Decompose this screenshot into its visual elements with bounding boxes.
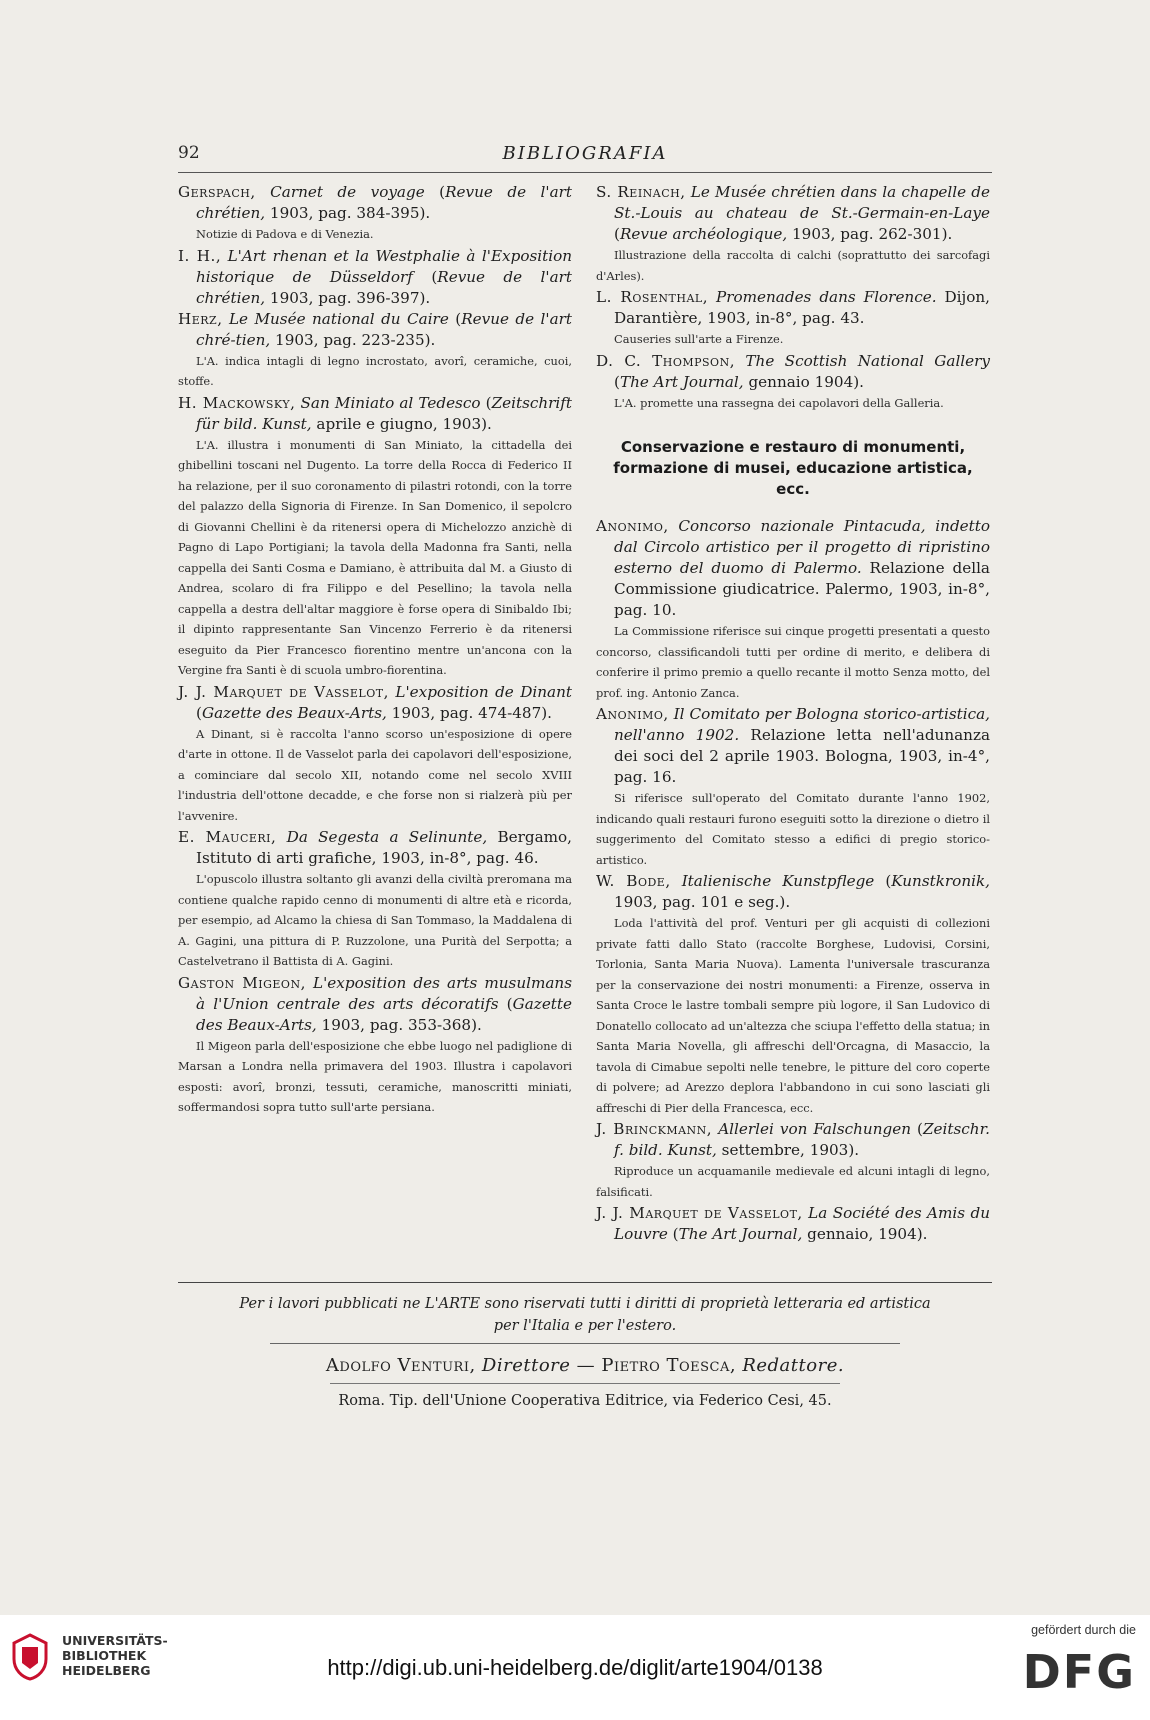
entry-tail: Dijon, Darantière, 1903, in-8°, pag. 43.	[614, 288, 990, 327]
right-column-bottom	[596, 516, 990, 1245]
dfg-logo[interactable]: DFG	[1022, 1645, 1136, 1699]
permalink-url[interactable]: http://digi.ub.uni-heidelberg.de/diglit/arte1904/0138	[327, 1655, 823, 1680]
entry-tail: (	[424, 183, 446, 201]
entry-author: E. Mauceri,	[178, 828, 277, 846]
entry-tail: Bergamo, Istituto di arti grafiche, 1903, in-8°, pag. 46.	[196, 828, 573, 867]
bibliography-entry	[178, 246, 572, 309]
section-heading: Conservazione e restauro di monumenti, formazione di musei, educazione artistica, ecc.	[613, 438, 973, 498]
entry-note: Causeries sull'arte a Firenze.	[614, 332, 784, 346]
bibliography-entry	[596, 704, 990, 870]
bibliography-entry	[596, 182, 990, 286]
entry-tail: (	[667, 1225, 679, 1243]
entry-note: L'A. illustra i monumenti di San Miniato, la cittadella dei ghibellini toscani nel Dugento. La torre della Rocca di Federico II ha relazione, per il suo coronamento di pilastri rotondi, con la torre del palazzo della Signoria di Firenze. In San Domenico, il sepolcro di Giovanni Chellini è da ritenersi opera di Michelozzo anzichè di Pagno di Lapo Portigiani; la tavola della Madonna fra Santi, nella cappella dei Santi Cosma e Damiano, è attribuita dal M. a Giusto di Andrea, scolaro di fra Filippo e del Pesellino; la tavola nella cappella a destra dell'altar maggiore è forse opera di Sinibaldo Ibi; il dipinto rappresentante San Vincenzo Ferrerio è da ritenersi eseguito da Pier Francesco fiorentino mentre un'ancona con la Vergine fra Santi è di scuola umbro-fiorentina.	[178, 437, 572, 677]
entry-note: Notizie di Padova e di Venezia.	[196, 227, 374, 241]
entry-tail2: gennaio, 1904).	[802, 1225, 928, 1243]
entry-sep	[708, 288, 716, 306]
reference-citation	[178, 393, 572, 435]
header-rule	[178, 172, 992, 173]
entry-tail2: 1903, pag. 353-368).	[316, 1015, 482, 1034]
entry-tail2: 1903, pag. 262-301).	[787, 225, 953, 243]
bibliography-entry	[178, 682, 572, 827]
reference-citation	[178, 827, 572, 869]
entry-tail: (	[498, 994, 513, 1013]
editor1-role: Direttore	[481, 1355, 571, 1376]
entry-title: Allerlei von Falschungen	[718, 1120, 911, 1138]
bibliography-entry	[178, 827, 572, 972]
entry-author: D. C. Thompson,	[596, 351, 736, 370]
library-line: HEIDELBERG	[62, 1663, 151, 1678]
entry-tail2: settembre, 1903).	[716, 1141, 860, 1159]
reference-citation	[178, 309, 572, 351]
entry-tail: (	[614, 225, 620, 243]
entry-title: L'exposition des arts musulmans à l'Union centrale des arts décoratifs	[196, 973, 573, 1013]
reference-citation	[596, 287, 990, 329]
entry-journal: Zeitschrift für bild. Kunst,	[196, 393, 572, 433]
entry-tail2: 1903, pag. 396-397).	[265, 288, 431, 307]
entry-tail: (	[448, 309, 462, 328]
entry-journal: Kunstkronik,	[891, 872, 990, 890]
viewer-bottom-bar	[0, 1615, 1150, 1720]
bibliography-entry	[178, 309, 572, 392]
entry-tail2: 1903, pag. 474-487).	[386, 703, 552, 722]
entry-journal: Revue archéologique,	[619, 225, 788, 243]
entry-tail: Relazione della Commissione giudicatrice. Palermo, 1903, in-8°, pag. 10.	[614, 559, 990, 619]
bibliography-entry	[178, 182, 572, 245]
entry-title: L'Art rhenan et la Westphalie à l'Exposition historique de Düsseldorf	[196, 246, 572, 286]
entry-sep	[306, 974, 313, 992]
entry-journal: Zeitschr. f. bild. Kunst,	[614, 1120, 990, 1159]
entry-journal: Revue de l'art chrétien,	[196, 183, 572, 222]
editor2-name: Pietro Toesca,	[601, 1355, 737, 1376]
entry-author: J. Brinckmann,	[596, 1120, 713, 1138]
entry-tail2: gennaio 1904).	[743, 372, 865, 391]
editor2-role: Redattore.	[742, 1355, 845, 1376]
library-line: UNIVERSITÄTS-	[62, 1633, 168, 1648]
bibliography-entry	[596, 1119, 990, 1202]
entry-tail: (	[412, 267, 438, 286]
entry-author: Gaston Migeon,	[178, 973, 306, 992]
entry-title: L'exposition de Dinant	[395, 682, 572, 701]
entry-author: I. H.,	[178, 246, 222, 265]
bibliography-entry	[596, 351, 990, 414]
running-title: BIBLIOGRAFIA	[502, 143, 668, 164]
entry-journal: Revue de l'art chré-tien,	[196, 309, 572, 349]
entry-title: Le Musée chrétien dans la chapelle de St.-Louis au chateau de St.-Germain-en-Laye	[614, 183, 991, 222]
entry-author: H. Mackowsky,	[178, 393, 296, 412]
entry-author: Gerspach,	[178, 183, 256, 201]
reference-citation	[596, 1203, 990, 1245]
entry-author: S. Reinach,	[596, 183, 686, 201]
entry-journal: The Art Journal,	[619, 372, 744, 391]
page-number: 92	[178, 143, 200, 163]
entry-title: Concorso nazionale Pintacuda, indetto dal Circolo artistico per il progetto di ripristino esterno del duomo di Palermo.	[614, 517, 990, 577]
editors-dash: —	[576, 1355, 602, 1376]
entry-note: La Commissione riferisce sui cinque progetti presentati a questo concorso, classificandoli tutti per ordine di merito, e delibera di conferire il primo premio a quello recante il motto Senza motto, del prof. ing. Antonio Zanca.	[596, 624, 990, 700]
entry-tail: (	[614, 372, 620, 391]
editors-line	[178, 1355, 992, 1376]
editors-rule-top	[270, 1343, 900, 1344]
entry-author: Anonimo,	[596, 517, 669, 535]
rights-line-1: Per i lavori pubblicati ne L'ARTE sono riservati tutti i diritti di proprietà letteraria ed artistica	[239, 1296, 931, 1312]
reference-citation	[178, 682, 572, 724]
sponsor-caption: gefördert durch die	[1031, 1623, 1136, 1637]
entry-sep	[669, 517, 679, 535]
entry-title: Carnet de voyage	[270, 183, 425, 201]
entry-journal: The Art Journal,	[678, 1225, 803, 1243]
entry-tail: (	[196, 703, 202, 722]
reference-citation	[178, 973, 572, 1036]
reference-citation	[178, 182, 572, 224]
bibliography-entry	[596, 1203, 990, 1245]
entry-author: Anonimo,	[596, 705, 669, 723]
footer-rule	[178, 1282, 992, 1283]
entry-note: Loda l'attività del prof. Venturi per gli acquisti di collezioni private fatti dallo Stato (raccolte Borghese, Ludovisi, Corsini, Torlonia, Santa Maria Nuova). Lamenta l'universale trascuranza per la conservazione dei nostri monumenti: a Firenze, osserva in Santa Croce le lastre tombali sempre più logore, il San Ludovico di Donatello collocato ad un'altezza che sciupa l'effetto della statua; in Santa Maria Novella, gli affreschi dell'Orcagna, di Masaccio, la tavola di Cimabue sepolti nelle tenebre, le pitture del coro coperte di polvere; ad Arezzo deplora l'abbandono in cui sono lasciati gli affreschi di Pier della Francesca, ecc.	[596, 916, 990, 1115]
bibliography-entry	[178, 973, 572, 1118]
entry-note: Si riferisce sull'operato del Comitato durante l'anno 1902, indicando quali restauri furono eseguiti sotto la direzione o dietro il suggerimento del Comitato stesso a edifici di pregio storico-artistico.	[596, 791, 990, 867]
entry-tail: (	[874, 872, 892, 890]
entry-sep	[671, 872, 682, 890]
entry-title: Le Musée national du Caire	[228, 309, 449, 328]
entry-note: L'opuscolo illustra soltanto gli avanzi della civiltà preromana ma contiene qualche rapido cenno di monumenti di altre età e ricorda, per esempio, ad Alcamo la chiesa di San Tommaso, la Maddalena di A. Gagini, una pittura di P. Ruzzolone, una Purità del Serpotta; a Castelvetrano il Battista di A. Gagini.	[178, 872, 572, 968]
entry-title: The Scottish National Gallery	[745, 351, 990, 370]
entry-author: J. J. Marquet de Vasselot,	[178, 682, 389, 701]
entry-tail: (	[911, 1120, 923, 1138]
reference-citation	[596, 1119, 990, 1161]
entry-title: La Société des Amis du Louvre	[614, 1204, 990, 1243]
entry-tail2: aprile e giugno, 1903).	[311, 414, 492, 433]
entry-note: A Dinant, si è raccolta l'anno scorso un'esposizione di opere d'arte in ottone. Il de Vasselot parla dei capolavori dell'esposizione, a cominciare dal secolo XII, notando come nel secolo XVIII l'industria dell'ottone decadde, e che forse non si rialzerà più per l'avvenire.	[178, 726, 572, 823]
bibliography-entry	[596, 287, 990, 350]
entry-tail: Relazione letta nell'adunanza dei soci del 2 aprile 1903. Bologna, 1903, in-4°, pag. 16.	[614, 726, 990, 786]
reference-citation	[596, 704, 990, 788]
entry-note: L'A. promette una rassegna dei capolavori della Galleria.	[614, 395, 944, 410]
entry-author: L. Rosenthal,	[596, 288, 709, 306]
editors-rule-bottom	[330, 1383, 840, 1384]
entry-tail: (	[480, 393, 492, 412]
rights-line-2: per l'Italia e per l'estero.	[493, 1318, 677, 1334]
bibliography-entry	[596, 871, 990, 1118]
entry-sep	[276, 828, 286, 846]
bibliography-entry	[596, 516, 990, 703]
printer-line: Roma. Tip. dell'Unione Cooperativa Editrice, via Federico Cesi, 45.	[338, 1393, 832, 1409]
right-column	[596, 182, 990, 1245]
reference-citation	[596, 516, 990, 621]
entry-tail2: 1903, pag. 101 e seg.).	[614, 893, 791, 911]
entry-journal: Gazette des Beaux-Arts,	[196, 994, 572, 1034]
reference-citation	[596, 871, 990, 913]
right-column-top	[596, 182, 990, 413]
entry-note: L'A. indica intagli di legno incrostato, avorî, ceramiche, cuoi, stoffe.	[178, 353, 572, 388]
library-line: BIBLIOTHEK	[62, 1648, 147, 1663]
entry-journal: Revue de l'art chrétien,	[196, 267, 572, 307]
bibliography-entry	[178, 393, 572, 681]
reference-citation	[596, 351, 990, 393]
entry-sep	[735, 352, 745, 370]
entry-note: Illustrazione della raccolta di calchi (soprattutto dei sarcofagi d'Arles).	[596, 248, 990, 283]
rights-notice	[178, 1293, 992, 1337]
entry-author: Herz,	[178, 309, 223, 328]
page-header	[178, 143, 992, 169]
left-column	[178, 182, 572, 1119]
entry-note: Il Migeon parla dell'esposizione che ebbe luogo nel padiglione di Marsan a Londra nella primavera del 1903. Illustra i capolavori esposti: avorî, bronzi, tessuti, ceramiche, manoscritti miniati, soffermandosi sopra tutto sull'arte persiana.	[178, 1038, 572, 1114]
entry-note: Riproduce un acquamanile medievale ed alcuni intagli di legno, falsificati.	[596, 1164, 990, 1199]
entry-title: Promenades dans Florence.	[716, 288, 937, 306]
editor1-name: Adolfo Venturi,	[325, 1355, 476, 1376]
entry-author: W. Bode,	[596, 872, 671, 890]
entry-title: Il Comitato per Bologna storico-artistica, nell'anno 1902.	[614, 705, 990, 744]
entry-title: Da Segesta a Selinunte,	[286, 828, 488, 846]
entry-journal: Gazette des Beaux-Arts,	[201, 703, 387, 722]
entry-tail2: 1903, pag. 384-395).	[265, 204, 431, 222]
entry-sep	[256, 183, 270, 201]
reference-citation	[178, 246, 572, 309]
reference-citation	[596, 182, 990, 245]
entry-title: Italienische Kunstpflege	[681, 872, 875, 890]
entry-author: J. J. Marquet de Vasselot,	[596, 1204, 803, 1222]
entry-title: San Miniato al Tedesco	[300, 393, 481, 412]
entry-tail2: 1903, pag. 223-235).	[270, 330, 436, 349]
